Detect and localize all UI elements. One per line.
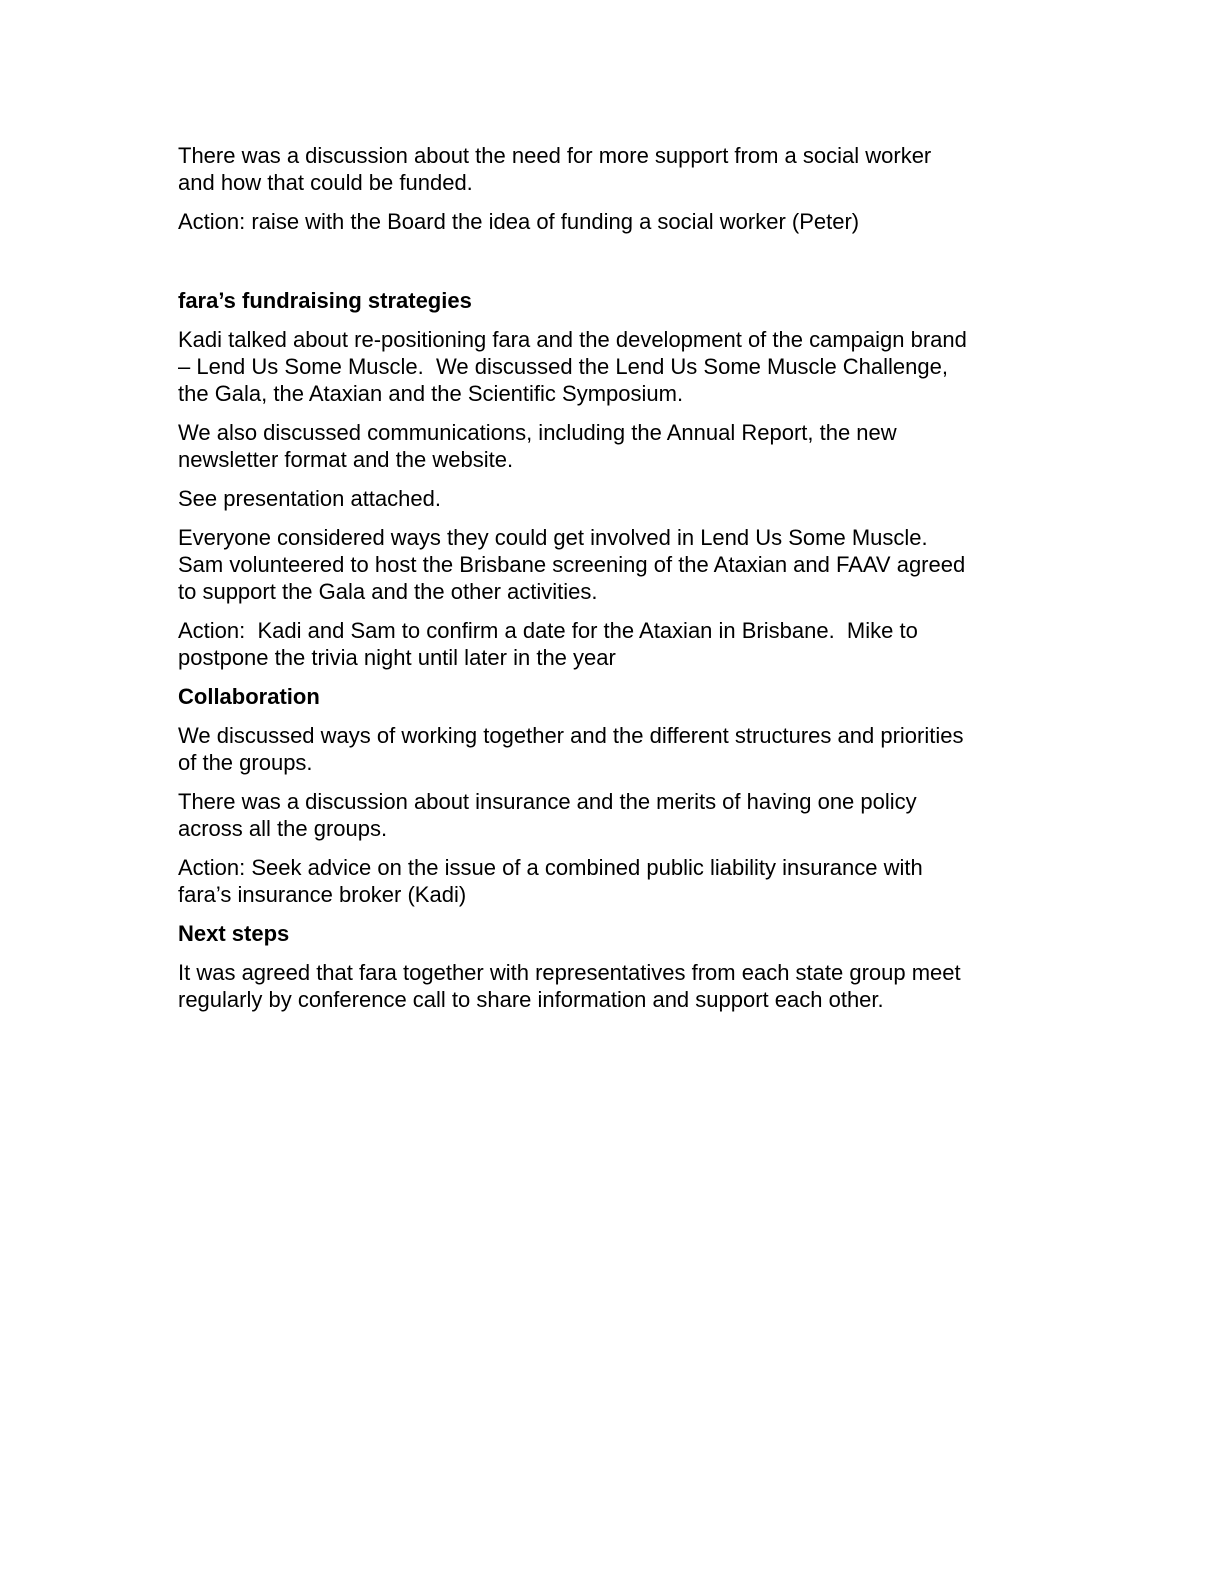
intro-action-item: Action: raise with the Board the idea of funding a social worker (Peter): [178, 209, 860, 234]
collaboration-paragraph-1: We discussed ways of working together and the different structures and priorities of the groups.: [178, 723, 964, 775]
document-page: [178, 142, 1048, 1025]
section-spacer: [178, 247, 1048, 287]
fundraising-paragraph-1: Kadi talked about re-positioning fara and the development of the campaign brand – Lend Us Some Muscle. We discussed the Lend Us Some Muscle Challenge, the Gala, the Ataxian and the Scientific Symposium.: [178, 327, 967, 406]
fundraising-paragraph-3: See presentation attached.: [178, 486, 441, 511]
fundraising-heading: fara’s fundraising strategies: [178, 288, 472, 313]
collaboration-action-item: Action: Seek advice on the issue of a combined public liability insurance with fara’s insurance broker (Kadi): [178, 855, 923, 907]
fundraising-paragraph-4: Everyone considered ways they could get involved in Lend Us Some Muscle. Sam volunteered to host the Brisbane screening of the Ataxian and FAAV agreed to support the Gala and the other activities.: [178, 525, 966, 604]
collaboration-paragraph-2: There was a discussion about insurance and the merits of having one policy across all the groups.: [178, 789, 917, 841]
next-steps-paragraph: It was agreed that fara together with representatives from each state group meet regularly by conference call to share information and support each other.: [178, 960, 961, 1012]
fundraising-paragraph-2: We also discussed communications, including the Annual Report, the new newsletter format and the website.: [178, 420, 897, 472]
collaboration-heading: Collaboration: [178, 684, 320, 709]
next-steps-heading: Next steps: [178, 921, 290, 946]
fundraising-action-item: Action: Kadi and Sam to confirm a date for the Ataxian in Brisbane. Mike to postpone the trivia night until later in the year: [178, 618, 918, 670]
intro-paragraph: There was a discussion about the need for more support from a social worker and how that could be funded.: [178, 143, 932, 195]
